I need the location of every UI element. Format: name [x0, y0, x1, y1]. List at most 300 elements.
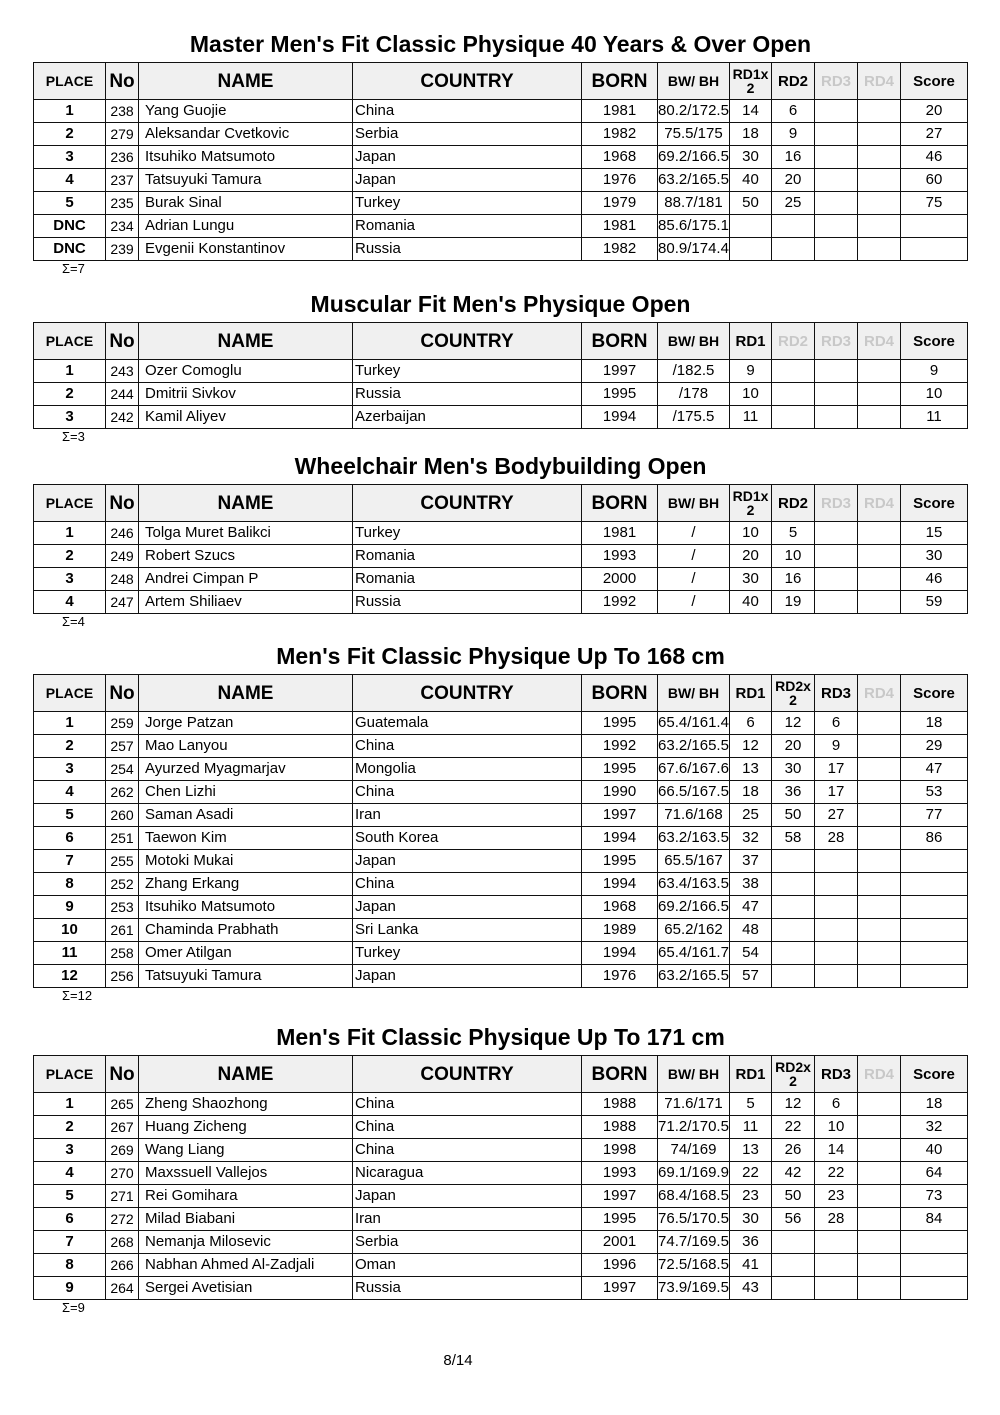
- cell-country: Japan: [353, 850, 582, 873]
- cell-bw-bh: 73.9/169.5: [658, 1277, 730, 1300]
- section-title: Wheelchair Men's Bodybuilding Open: [294, 453, 707, 479]
- cell-no: 267: [106, 1116, 139, 1139]
- cell-no: 266: [106, 1254, 139, 1277]
- cell-rd2: 10: [772, 545, 815, 568]
- column-header-rd1: RD1: [730, 323, 772, 360]
- cell-country: Turkey: [353, 192, 582, 215]
- results-table: [33, 484, 968, 614]
- results-section: [33, 452, 968, 630]
- cell-no: 235: [106, 192, 139, 215]
- cell-rd1: 37: [730, 850, 772, 873]
- table-row: [34, 215, 968, 238]
- cell-name: Maxssuell Vallejos: [139, 1162, 353, 1185]
- table-row: [34, 146, 968, 169]
- cell-place: 1: [34, 100, 106, 123]
- cell-no: 239: [106, 238, 139, 261]
- table-row: [34, 919, 968, 942]
- column-header-name: NAME: [139, 63, 353, 100]
- cell-bw-bh: 69.2/166.5: [658, 896, 730, 919]
- column-header-no: No: [106, 1056, 139, 1093]
- column-header-rd4: RD4: [858, 485, 901, 522]
- cell-country: Japan: [353, 146, 582, 169]
- cell-rd3: [815, 522, 858, 545]
- cell-rd4: [858, 591, 901, 614]
- cell-place: 2: [34, 123, 106, 146]
- results-section: [33, 642, 968, 1004]
- cell-rd3: [815, 850, 858, 873]
- column-header-bw-bh: BW/ BH: [658, 485, 730, 522]
- cell-rd3: [815, 1277, 858, 1300]
- cell-score: 46: [901, 146, 968, 169]
- section-title: Muscular Fit Men's Physique Open: [310, 291, 691, 317]
- cell-rd3: [815, 545, 858, 568]
- cell-bw-bh: 69.2/166.5: [658, 146, 730, 169]
- column-header-born: BORN: [582, 675, 658, 712]
- cell-place: 7: [34, 1231, 106, 1254]
- cell-name: Tolga Muret Balikci: [139, 522, 353, 545]
- table-row: [34, 1139, 968, 1162]
- cell-name: Itsuhiko Matsumoto: [139, 146, 353, 169]
- cell-bw-bh: 85.6/175.1: [658, 215, 730, 238]
- cell-born: 2000: [582, 568, 658, 591]
- table-row: [34, 100, 968, 123]
- cell-rd3: 27: [815, 804, 858, 827]
- cell-born: 1994: [582, 406, 658, 429]
- column-header-rd4: RD4: [858, 323, 901, 360]
- cell-name: Chaminda Prabhath: [139, 919, 353, 942]
- cell-no: 242: [106, 406, 139, 429]
- cell-name: Yang Guojie: [139, 100, 353, 123]
- cell-rd4: [858, 850, 901, 873]
- cell-bw-bh: /182.5: [658, 360, 730, 383]
- table-row: [34, 965, 968, 988]
- cell-place: 2: [34, 383, 106, 406]
- cell-country: Romania: [353, 568, 582, 591]
- cell-born: 2001: [582, 1231, 658, 1254]
- cell-bw-bh: 80.9/174.4: [658, 238, 730, 261]
- cell-rd4: [858, 1139, 901, 1162]
- table-row: [34, 1185, 968, 1208]
- table-row: [34, 804, 968, 827]
- cell-rd4: [858, 1116, 901, 1139]
- cell-place: 2: [34, 1116, 106, 1139]
- results-table: [33, 322, 968, 429]
- header-row: [34, 485, 968, 522]
- cell-country: Japan: [353, 965, 582, 988]
- cell-rd1: [730, 238, 772, 261]
- cell-score: 73: [901, 1185, 968, 1208]
- cell-place: 3: [34, 146, 106, 169]
- cell-rd2: 20: [772, 735, 815, 758]
- column-header-country: COUNTRY: [353, 63, 582, 100]
- cell-rd4: [858, 896, 901, 919]
- cell-rd2: 26: [772, 1139, 815, 1162]
- cell-score: 20: [901, 100, 968, 123]
- cell-name: Aleksandar Cvetkovic: [139, 123, 353, 146]
- column-header-rd4: RD4: [858, 1056, 901, 1093]
- cell-born: 1968: [582, 896, 658, 919]
- column-header-no: No: [106, 675, 139, 712]
- cell-bw-bh: /175.5: [658, 406, 730, 429]
- cell-rd1: 20: [730, 545, 772, 568]
- cell-no: 246: [106, 522, 139, 545]
- cell-rd2: [772, 238, 815, 261]
- cell-no: 244: [106, 383, 139, 406]
- column-header-name: NAME: [139, 323, 353, 360]
- cell-name: Dmitrii Sivkov: [139, 383, 353, 406]
- cell-rd3: [815, 896, 858, 919]
- table-row: [34, 192, 968, 215]
- cell-rd2: 42: [772, 1162, 815, 1185]
- column-header-rd4: RD4: [858, 63, 901, 100]
- cell-place: 3: [34, 406, 106, 429]
- cell-rd2: 12: [772, 712, 815, 735]
- results-section: [33, 30, 968, 277]
- cell-rd2: [772, 1254, 815, 1277]
- cell-rd1: 40: [730, 169, 772, 192]
- cell-rd2: [772, 215, 815, 238]
- cell-rd3: 28: [815, 827, 858, 850]
- cell-born: 1997: [582, 360, 658, 383]
- cell-rd4: [858, 735, 901, 758]
- cell-country: Romania: [353, 215, 582, 238]
- column-header-rd3: RD3: [815, 63, 858, 100]
- cell-rd2: 36: [772, 781, 815, 804]
- column-header-no: No: [106, 485, 139, 522]
- cell-rd4: [858, 146, 901, 169]
- cell-country: Iran: [353, 804, 582, 827]
- cell-rd4: [858, 804, 901, 827]
- cell-place: 4: [34, 1162, 106, 1185]
- cell-bw-bh: 63.2/165.5: [658, 169, 730, 192]
- cell-born: 1992: [582, 591, 658, 614]
- cell-bw-bh: 75.5/175: [658, 123, 730, 146]
- cell-score: [901, 942, 968, 965]
- cell-score: [901, 873, 968, 896]
- cell-no: 271: [106, 1185, 139, 1208]
- cell-rd3: [815, 942, 858, 965]
- header-row: [34, 675, 968, 712]
- cell-rd3: [815, 169, 858, 192]
- column-header-place: PLACE: [34, 63, 106, 100]
- cell-rd2: [772, 942, 815, 965]
- cell-rd1: 47: [730, 896, 772, 919]
- results-table: [33, 62, 968, 261]
- cell-country: Guatemala: [353, 712, 582, 735]
- cell-rd1: 14: [730, 100, 772, 123]
- cell-rd3: 23: [815, 1185, 858, 1208]
- cell-rd1: 38: [730, 873, 772, 896]
- cell-score: 75: [901, 192, 968, 215]
- cell-country: Iran: [353, 1208, 582, 1231]
- cell-bw-bh: 69.1/169.9: [658, 1162, 730, 1185]
- cell-rd3: [815, 1231, 858, 1254]
- column-header-no: No: [106, 63, 139, 100]
- cell-name: Burak Sinal: [139, 192, 353, 215]
- cell-no: 237: [106, 169, 139, 192]
- cell-place: 9: [34, 1277, 106, 1300]
- cell-no: 252: [106, 873, 139, 896]
- table-row: [34, 942, 968, 965]
- cell-country: China: [353, 873, 582, 896]
- cell-born: 1994: [582, 942, 658, 965]
- cell-name: Robert Szucs: [139, 545, 353, 568]
- cell-place: 3: [34, 568, 106, 591]
- cell-country: Japan: [353, 896, 582, 919]
- cell-country: China: [353, 735, 582, 758]
- cell-country: China: [353, 100, 582, 123]
- cell-rd2: 19: [772, 591, 815, 614]
- column-header-country: COUNTRY: [353, 675, 582, 712]
- cell-name: Milad Biabani: [139, 1208, 353, 1231]
- cell-rd4: [858, 781, 901, 804]
- cell-rd4: [858, 1162, 901, 1185]
- cell-rd4: [858, 522, 901, 545]
- cell-score: 29: [901, 735, 968, 758]
- column-header-rd1: RD1x 2: [730, 63, 772, 100]
- cell-bw-bh: 65.4/161.7: [658, 942, 730, 965]
- cell-born: 1997: [582, 1277, 658, 1300]
- cell-rd1: 5: [730, 1093, 772, 1116]
- cell-name: Motoki Mukai: [139, 850, 353, 873]
- cell-born: 1995: [582, 712, 658, 735]
- cell-rd1: 18: [730, 781, 772, 804]
- cell-born: 1990: [582, 781, 658, 804]
- header-row: [34, 1056, 968, 1093]
- cell-rd1: 10: [730, 383, 772, 406]
- cell-rd1: 43: [730, 1277, 772, 1300]
- cell-rd2: [772, 896, 815, 919]
- table-row: [34, 123, 968, 146]
- cell-rd4: [858, 545, 901, 568]
- cell-rd1: 54: [730, 942, 772, 965]
- cell-bw-bh: 74.7/169.5: [658, 1231, 730, 1254]
- table-row: [34, 360, 968, 383]
- column-header-bw-bh: BW/ BH: [658, 323, 730, 360]
- cell-born: 1989: [582, 919, 658, 942]
- cell-country: Russia: [353, 1277, 582, 1300]
- cell-born: 1968: [582, 146, 658, 169]
- cell-place: 7: [34, 850, 106, 873]
- table-row: [34, 850, 968, 873]
- cell-name: Itsuhiko Matsumoto: [139, 896, 353, 919]
- cell-score: 53: [901, 781, 968, 804]
- cell-bw-bh: /: [658, 591, 730, 614]
- cell-rd4: [858, 215, 901, 238]
- cell-rd4: [858, 1093, 901, 1116]
- table-row: [34, 1093, 968, 1116]
- cell-bw-bh: 71.6/168: [658, 804, 730, 827]
- cell-place: 4: [34, 591, 106, 614]
- cell-place: 12: [34, 965, 106, 988]
- cell-rd2: [772, 919, 815, 942]
- cell-rd1: 32: [730, 827, 772, 850]
- cell-score: 18: [901, 712, 968, 735]
- cell-score: 60: [901, 169, 968, 192]
- cell-bw-bh: 65.4/161.4: [658, 712, 730, 735]
- cell-rd2: 6: [772, 100, 815, 123]
- cell-name: Ozer Comoglu: [139, 360, 353, 383]
- table-row: [34, 781, 968, 804]
- cell-place: 5: [34, 1185, 106, 1208]
- cell-rd3: 22: [815, 1162, 858, 1185]
- cell-rd2: 22: [772, 1116, 815, 1139]
- cell-no: 257: [106, 735, 139, 758]
- cell-no: 238: [106, 100, 139, 123]
- column-header-rd2: RD2x 2: [772, 1056, 815, 1093]
- cell-rd1: 30: [730, 1208, 772, 1231]
- cell-rd2: 16: [772, 568, 815, 591]
- cell-rd3: [815, 568, 858, 591]
- cell-rd2: 50: [772, 1185, 815, 1208]
- cell-born: 1997: [582, 804, 658, 827]
- cell-born: 1981: [582, 522, 658, 545]
- cell-no: 255: [106, 850, 139, 873]
- cell-no: 234: [106, 215, 139, 238]
- cell-born: 1979: [582, 192, 658, 215]
- competitor-count: Σ=9: [62, 1300, 85, 1315]
- column-header-rd3: RD3: [815, 675, 858, 712]
- cell-country: China: [353, 781, 582, 804]
- cell-rd3: 17: [815, 781, 858, 804]
- cell-rd3: 28: [815, 1208, 858, 1231]
- cell-rd1: 11: [730, 1116, 772, 1139]
- cell-country: Turkey: [353, 360, 582, 383]
- column-header-rd2: RD2x 2: [772, 675, 815, 712]
- cell-country: Serbia: [353, 1231, 582, 1254]
- cell-rd2: 5: [772, 522, 815, 545]
- cell-born: 1988: [582, 1093, 658, 1116]
- cell-born: 1982: [582, 238, 658, 261]
- cell-born: 1994: [582, 827, 658, 850]
- cell-bw-bh: /: [658, 522, 730, 545]
- cell-born: 1993: [582, 545, 658, 568]
- results-section: [33, 1023, 968, 1316]
- cell-name: Huang Zicheng: [139, 1116, 353, 1139]
- cell-country: South Korea: [353, 827, 582, 850]
- column-header-rd1: RD1: [730, 675, 772, 712]
- cell-rd3: [815, 1254, 858, 1277]
- cell-rd2: [772, 1277, 815, 1300]
- table-row: [34, 383, 968, 406]
- cell-rd4: [858, 100, 901, 123]
- cell-born: 1998: [582, 1139, 658, 1162]
- cell-rd3: [815, 873, 858, 896]
- cell-bw-bh: 80.2/172.5: [658, 100, 730, 123]
- cell-place: 5: [34, 804, 106, 827]
- cell-no: 270: [106, 1162, 139, 1185]
- table-row: [34, 238, 968, 261]
- cell-rd4: [858, 406, 901, 429]
- cell-name: Chen Lizhi: [139, 781, 353, 804]
- column-header-place: PLACE: [34, 675, 106, 712]
- cell-score: 86: [901, 827, 968, 850]
- cell-rd3: 9: [815, 735, 858, 758]
- column-header-name: NAME: [139, 485, 353, 522]
- cell-country: Serbia: [353, 123, 582, 146]
- cell-rd4: [858, 1208, 901, 1231]
- cell-score: 84: [901, 1208, 968, 1231]
- cell-name: Tatsuyuki Tamura: [139, 965, 353, 988]
- cell-rd2: 16: [772, 146, 815, 169]
- cell-no: 272: [106, 1208, 139, 1231]
- cell-score: 27: [901, 123, 968, 146]
- column-header-bw-bh: BW/ BH: [658, 675, 730, 712]
- cell-rd4: [858, 873, 901, 896]
- cell-rd3: 14: [815, 1139, 858, 1162]
- cell-rd4: [858, 1277, 901, 1300]
- cell-country: Romania: [353, 545, 582, 568]
- cell-rd2: [772, 965, 815, 988]
- cell-place: 1: [34, 522, 106, 545]
- cell-score: [901, 215, 968, 238]
- cell-rd2: 56: [772, 1208, 815, 1231]
- results-table: [33, 1055, 968, 1300]
- cell-rd1: 12: [730, 735, 772, 758]
- cell-rd2: [772, 1231, 815, 1254]
- cell-place: 8: [34, 873, 106, 896]
- cell-place: 2: [34, 545, 106, 568]
- cell-place: 4: [34, 169, 106, 192]
- cell-rd4: [858, 942, 901, 965]
- cell-score: [901, 896, 968, 919]
- cell-bw-bh: 71.2/170.5: [658, 1116, 730, 1139]
- table-row: [34, 1162, 968, 1185]
- cell-rd1: 6: [730, 712, 772, 735]
- cell-rd3: [815, 919, 858, 942]
- cell-no: 268: [106, 1231, 139, 1254]
- cell-born: 1976: [582, 965, 658, 988]
- cell-score: [901, 1231, 968, 1254]
- column-header-country: COUNTRY: [353, 1056, 582, 1093]
- column-header-no: No: [106, 323, 139, 360]
- cell-rd4: [858, 827, 901, 850]
- cell-country: Russia: [353, 238, 582, 261]
- column-header-score: Score: [901, 323, 968, 360]
- cell-country: Azerbaijan: [353, 406, 582, 429]
- cell-rd1: 57: [730, 965, 772, 988]
- cell-bw-bh: /: [658, 545, 730, 568]
- cell-name: Zhang Erkang: [139, 873, 353, 896]
- cell-rd2: 25: [772, 192, 815, 215]
- column-header-rd1: RD1x 2: [730, 485, 772, 522]
- cell-rd4: [858, 568, 901, 591]
- cell-born: 1993: [582, 1162, 658, 1185]
- column-header-score: Score: [901, 675, 968, 712]
- column-header-rd1: RD1: [730, 1056, 772, 1093]
- cell-rd4: [858, 1185, 901, 1208]
- cell-rd3: [815, 383, 858, 406]
- cell-no: 259: [106, 712, 139, 735]
- cell-name: Artem Shiliaev: [139, 591, 353, 614]
- cell-born: 1995: [582, 758, 658, 781]
- cell-rd1: 30: [730, 568, 772, 591]
- column-header-score: Score: [901, 1056, 968, 1093]
- cell-no: 269: [106, 1139, 139, 1162]
- cell-score: 15: [901, 522, 968, 545]
- cell-rd2: [772, 873, 815, 896]
- table-row: [34, 1254, 968, 1277]
- cell-rd2: [772, 360, 815, 383]
- cell-score: 59: [901, 591, 968, 614]
- cell-rd4: [858, 169, 901, 192]
- cell-born: 1992: [582, 735, 658, 758]
- column-header-country: COUNTRY: [353, 485, 582, 522]
- cell-born: 1981: [582, 100, 658, 123]
- cell-rd3: [815, 192, 858, 215]
- cell-rd3: [815, 100, 858, 123]
- cell-no: 264: [106, 1277, 139, 1300]
